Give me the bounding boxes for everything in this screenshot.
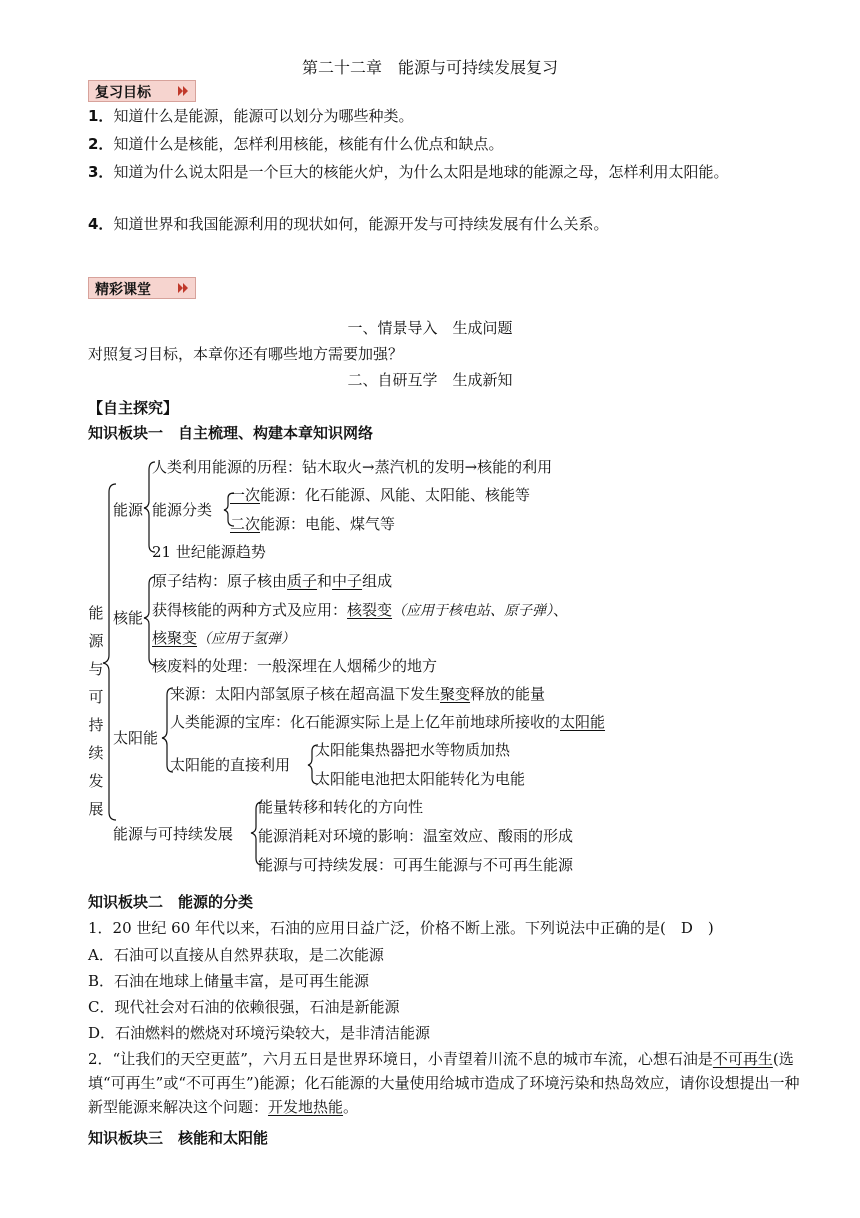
tree-root-char: 与 xyxy=(88,660,104,678)
energy-history: 人类利用能源的历程：钻木取火→蒸汽机的发明→核能的利用 xyxy=(152,458,553,476)
sustain-item: 能源与可持续发展：可再生能源与不可再生能源 xyxy=(258,856,574,874)
question-1-stem: 1．20 世纪 60 年代以来，石油的应用日益广泛，价格不断上涨。下列说法中正确的是( D ) xyxy=(88,919,714,937)
branch-nuclear: 核能 xyxy=(113,609,144,627)
badge-label: 精彩课堂 xyxy=(95,282,151,298)
nuclear-ways: 获得核能的两种方式及应用：核裂变（应用于核电站、原子弹）、 xyxy=(152,601,569,619)
section-heading-2: 二、自研互学 生成新知 xyxy=(347,371,513,389)
energy-classification: 能源分类 xyxy=(152,501,213,519)
solar-collector: 太阳能集热器把水等物质加热 xyxy=(315,741,511,759)
atom-structure: 原子结构：原子核由质子和中子组成 xyxy=(152,572,393,590)
solar-source: 来源：太阳内部氢原子核在超高温下发生聚变释放的能量 xyxy=(170,685,546,703)
question-1-option-b: B．石油在地球上储量丰富，是可再生能源 xyxy=(88,972,370,990)
tree-root-char: 展 xyxy=(88,800,104,818)
self-study-label: 【自主探究】 xyxy=(88,399,179,417)
question-1-option-d: D．石油燃料的燃烧对环境污染较大，是非清洁能源 xyxy=(88,1024,431,1042)
solar-treasure: 人类能源的宝库：化石能源实际上是上亿年前地球所接收的太阳能 xyxy=(170,713,606,731)
energy-trend: 21 世纪能源趋势 xyxy=(152,543,266,561)
goal-4: 4．知道世界和我国能源利用的现状如何，能源开发与可持续发展有什么关系。 xyxy=(88,215,609,233)
branch-energy: 能源 xyxy=(113,501,144,519)
knowledge-block-2: 知识板块二 能源的分类 xyxy=(88,893,254,911)
section-heading-1: 一、情景导入 生成问题 xyxy=(347,319,513,337)
solar-direct-use: 太阳能的直接利用 xyxy=(170,756,291,774)
badge-label: 复习目标 xyxy=(95,85,151,101)
nuclear-waste: 核废料的处理：一般深埋在人烟稀少的地方 xyxy=(152,657,438,675)
question-1-option-c: C．现代社会对石油的依赖很强，石油是新能源 xyxy=(88,998,400,1016)
tree-root-char: 源 xyxy=(88,632,104,650)
question-2: 2．“让我们的天空更蓝”，六月五日是世界环境日，小青望着川流不息的城市车流，心想石油是不可再生(选填“可再生”或“不可再生”)能源；化石能源的大量使用给城市造成了环境污染和热岛效应，请你设想提出一种新型能源来解决这个问题：开发地热能。 xyxy=(88,1050,800,1116)
tree-root-char: 可 xyxy=(88,688,104,706)
sustain-item: 能量转移和转化的方向性 xyxy=(258,798,424,816)
tree-root-char: 持 xyxy=(88,716,104,734)
nuclear-fusion: 核聚变（应用于氢弹） xyxy=(152,629,296,647)
primary-energy: 一次能源：化石能源、风能、太阳能、核能等 xyxy=(230,486,531,504)
tree-root-char: 发 xyxy=(88,772,104,790)
branch-solar: 太阳能 xyxy=(113,729,159,747)
goal-3: 3．知道为什么说太阳是一个巨大的核能火炉，为什么太阳是地球的能源之母，怎样利用太阳能。 xyxy=(88,163,729,181)
knowledge-block-3: 知识板块三 核能和太阳能 xyxy=(88,1129,269,1147)
sustain-item: 能源消耗对环境的影响：温室效应、酸雨的形成 xyxy=(258,827,574,845)
solar-cell: 太阳能电池把太阳能转化为电能 xyxy=(315,770,526,788)
branch-sustainability: 能源与可持续发展 xyxy=(113,825,234,843)
page-title: 第二十二章 能源与可持续发展复习 xyxy=(301,58,558,77)
tree-root-char: 能 xyxy=(88,604,104,622)
section-1-text: 对照复习目标，本章你还有哪些地方需要加强？ xyxy=(88,345,404,363)
tree-root-char: 续 xyxy=(88,744,104,762)
knowledge-block-1: 知识板块一 自主梳理、构建本章知识网络 xyxy=(88,424,374,442)
secondary-energy: 二次能源：电能、煤气等 xyxy=(230,515,396,533)
goal-2: 2．知道什么是核能，怎样利用核能，核能有什么优点和缺点。 xyxy=(88,135,504,153)
question-1-option-a: A．石油可以直接从自然界获取，是二次能源 xyxy=(88,946,384,964)
goal-1: 1．知道什么是能源，能源可以划分为哪些种类。 xyxy=(88,107,414,125)
